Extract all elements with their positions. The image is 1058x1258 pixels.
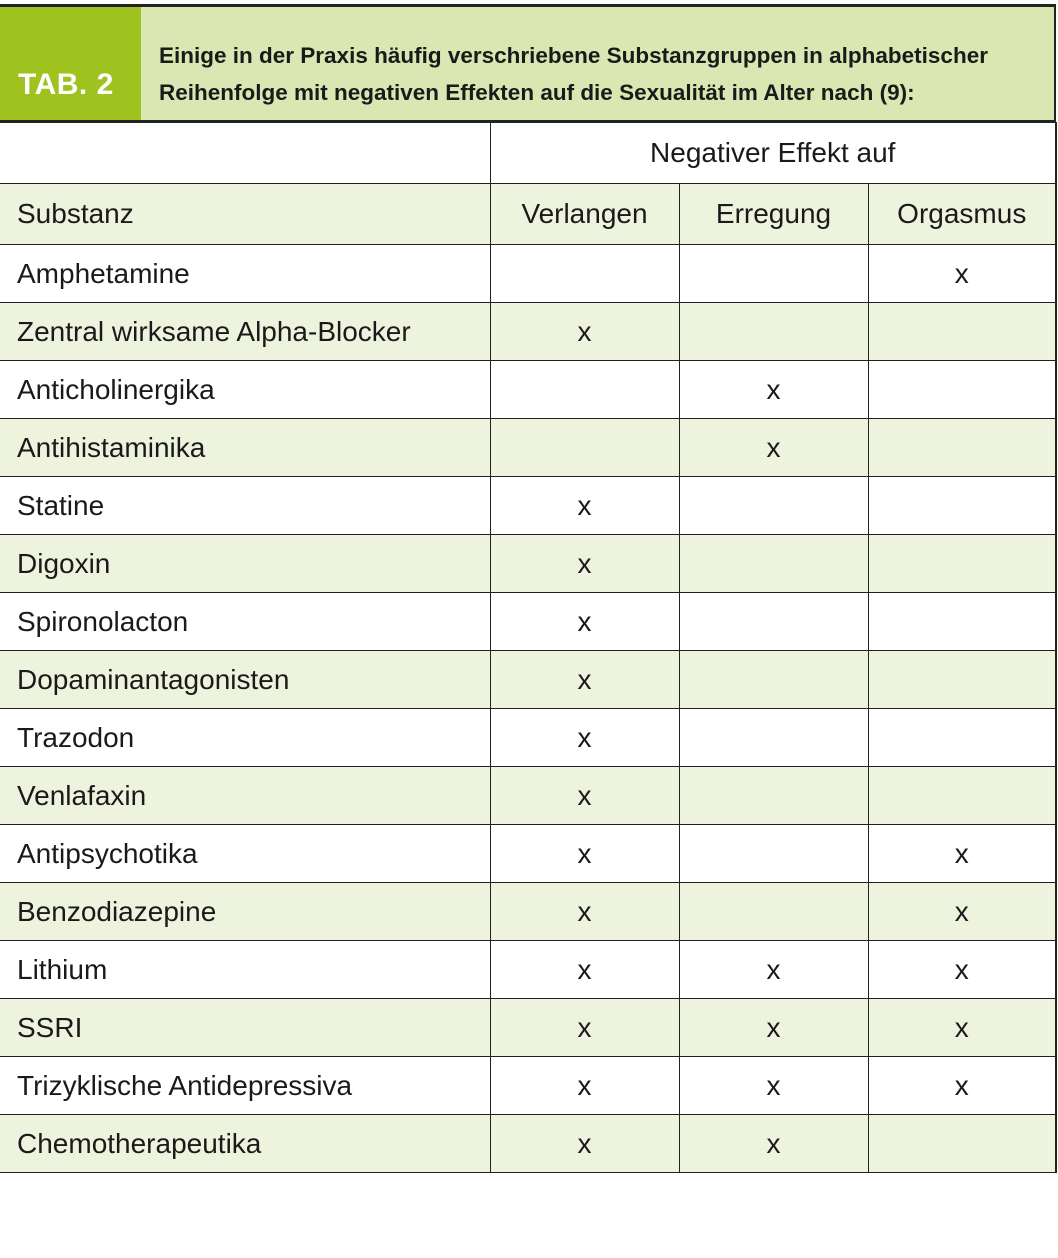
substance-name-cell: Venlafaxin bbox=[0, 767, 490, 825]
orgasm-mark-cell bbox=[868, 477, 1056, 535]
table-figure bbox=[0, 4, 1056, 1173]
substance-name-cell: Chemotherapeutika bbox=[0, 1115, 490, 1173]
table-row bbox=[0, 535, 1056, 593]
substance-name-cell: Zentral wirksame Alpha-Blocker bbox=[0, 303, 490, 361]
arousal-mark-cell: x bbox=[679, 941, 868, 999]
substance-name-cell: Dopaminantagonisten bbox=[0, 651, 490, 709]
caption-line-2: Reihenfolge mit negativen Effekten auf die Sexualität im Alter nach (9): bbox=[159, 80, 915, 105]
orgasm-mark-cell: x bbox=[868, 883, 1056, 941]
substance-name-cell: Digoxin bbox=[0, 535, 490, 593]
desire-mark-cell: x bbox=[490, 593, 679, 651]
table-row bbox=[0, 767, 1056, 825]
arousal-mark-cell: x bbox=[679, 361, 868, 419]
substance-name-cell: Trizyklische Antidepressiva bbox=[0, 1057, 490, 1115]
substance-name-cell: Benzodiazepine bbox=[0, 883, 490, 941]
orgasm-mark-cell: x bbox=[868, 999, 1056, 1057]
orgasm-mark-cell bbox=[868, 767, 1056, 825]
data-table bbox=[0, 122, 1057, 1173]
orgasm-mark-cell bbox=[868, 419, 1056, 477]
desire-mark-cell: x bbox=[490, 1057, 679, 1115]
caption-line-1: Einige in der Praxis häufig verschriebene Substanzgruppen in alphabetischer bbox=[159, 43, 988, 68]
arousal-mark-cell bbox=[679, 709, 868, 767]
arousal-mark-cell bbox=[679, 535, 868, 593]
column-header-row bbox=[0, 184, 1056, 245]
arousal-mark-cell bbox=[679, 303, 868, 361]
table-row bbox=[0, 593, 1056, 651]
desire-mark-cell: x bbox=[490, 767, 679, 825]
substance-name-cell: Anticholinergika bbox=[0, 361, 490, 419]
arousal-mark-cell bbox=[679, 593, 868, 651]
arousal-mark-cell: x bbox=[679, 1115, 868, 1173]
orgasm-mark-cell bbox=[868, 303, 1056, 361]
arousal-mark-cell: x bbox=[679, 1057, 868, 1115]
desire-mark-cell: x bbox=[490, 883, 679, 941]
column-header-substance: Substanz bbox=[0, 184, 490, 245]
orgasm-mark-cell bbox=[868, 361, 1056, 419]
desire-mark-cell: x bbox=[490, 825, 679, 883]
arousal-mark-cell bbox=[679, 245, 868, 303]
table-caption bbox=[141, 7, 1054, 120]
table-header-banner bbox=[0, 4, 1056, 122]
arousal-mark-cell bbox=[679, 651, 868, 709]
table-label: TAB. 2 bbox=[0, 7, 141, 120]
column-header-orgasm: Orgasmus bbox=[868, 184, 1056, 245]
arousal-mark-cell bbox=[679, 477, 868, 535]
table-row bbox=[0, 709, 1056, 767]
empty-header-cell bbox=[0, 123, 490, 184]
arousal-mark-cell bbox=[679, 825, 868, 883]
arousal-mark-cell: x bbox=[679, 419, 868, 477]
table-row bbox=[0, 999, 1056, 1057]
substance-name-cell: Amphetamine bbox=[0, 245, 490, 303]
desire-mark-cell bbox=[490, 245, 679, 303]
table-row bbox=[0, 245, 1056, 303]
table-row bbox=[0, 477, 1056, 535]
desire-mark-cell: x bbox=[490, 477, 679, 535]
desire-mark-cell: x bbox=[490, 709, 679, 767]
desire-mark-cell: x bbox=[490, 999, 679, 1057]
desire-mark-cell bbox=[490, 361, 679, 419]
desire-mark-cell: x bbox=[490, 303, 679, 361]
desire-mark-cell bbox=[490, 419, 679, 477]
substance-name-cell: Antihistaminika bbox=[0, 419, 490, 477]
arousal-mark-cell bbox=[679, 767, 868, 825]
group-header-row bbox=[0, 123, 1056, 184]
orgasm-mark-cell: x bbox=[868, 941, 1056, 999]
orgasm-mark-cell bbox=[868, 535, 1056, 593]
orgasm-mark-cell: x bbox=[868, 1057, 1056, 1115]
desire-mark-cell: x bbox=[490, 651, 679, 709]
desire-mark-cell: x bbox=[490, 535, 679, 593]
table-row bbox=[0, 419, 1056, 477]
table-row bbox=[0, 825, 1056, 883]
substance-name-cell: Spironolacton bbox=[0, 593, 490, 651]
table-row bbox=[0, 303, 1056, 361]
table-row bbox=[0, 1057, 1056, 1115]
table-row bbox=[0, 941, 1056, 999]
group-header: Negativer Effekt auf bbox=[490, 123, 1056, 184]
arousal-mark-cell: x bbox=[679, 999, 868, 1057]
orgasm-mark-cell bbox=[868, 1115, 1056, 1173]
arousal-mark-cell bbox=[679, 883, 868, 941]
substance-name-cell: Trazodon bbox=[0, 709, 490, 767]
desire-mark-cell: x bbox=[490, 941, 679, 999]
orgasm-mark-cell bbox=[868, 651, 1056, 709]
orgasm-mark-cell: x bbox=[868, 825, 1056, 883]
substance-name-cell: SSRI bbox=[0, 999, 490, 1057]
substance-name-cell: Lithium bbox=[0, 941, 490, 999]
column-header-desire: Verlangen bbox=[490, 184, 679, 245]
column-header-arousal: Erregung bbox=[679, 184, 868, 245]
substance-name-cell: Statine bbox=[0, 477, 490, 535]
table-row bbox=[0, 651, 1056, 709]
substance-name-cell: Antipsychotika bbox=[0, 825, 490, 883]
table-row bbox=[0, 1115, 1056, 1173]
orgasm-mark-cell bbox=[868, 709, 1056, 767]
orgasm-mark-cell bbox=[868, 593, 1056, 651]
desire-mark-cell: x bbox=[490, 1115, 679, 1173]
table-row bbox=[0, 361, 1056, 419]
table-row bbox=[0, 883, 1056, 941]
orgasm-mark-cell: x bbox=[868, 245, 1056, 303]
